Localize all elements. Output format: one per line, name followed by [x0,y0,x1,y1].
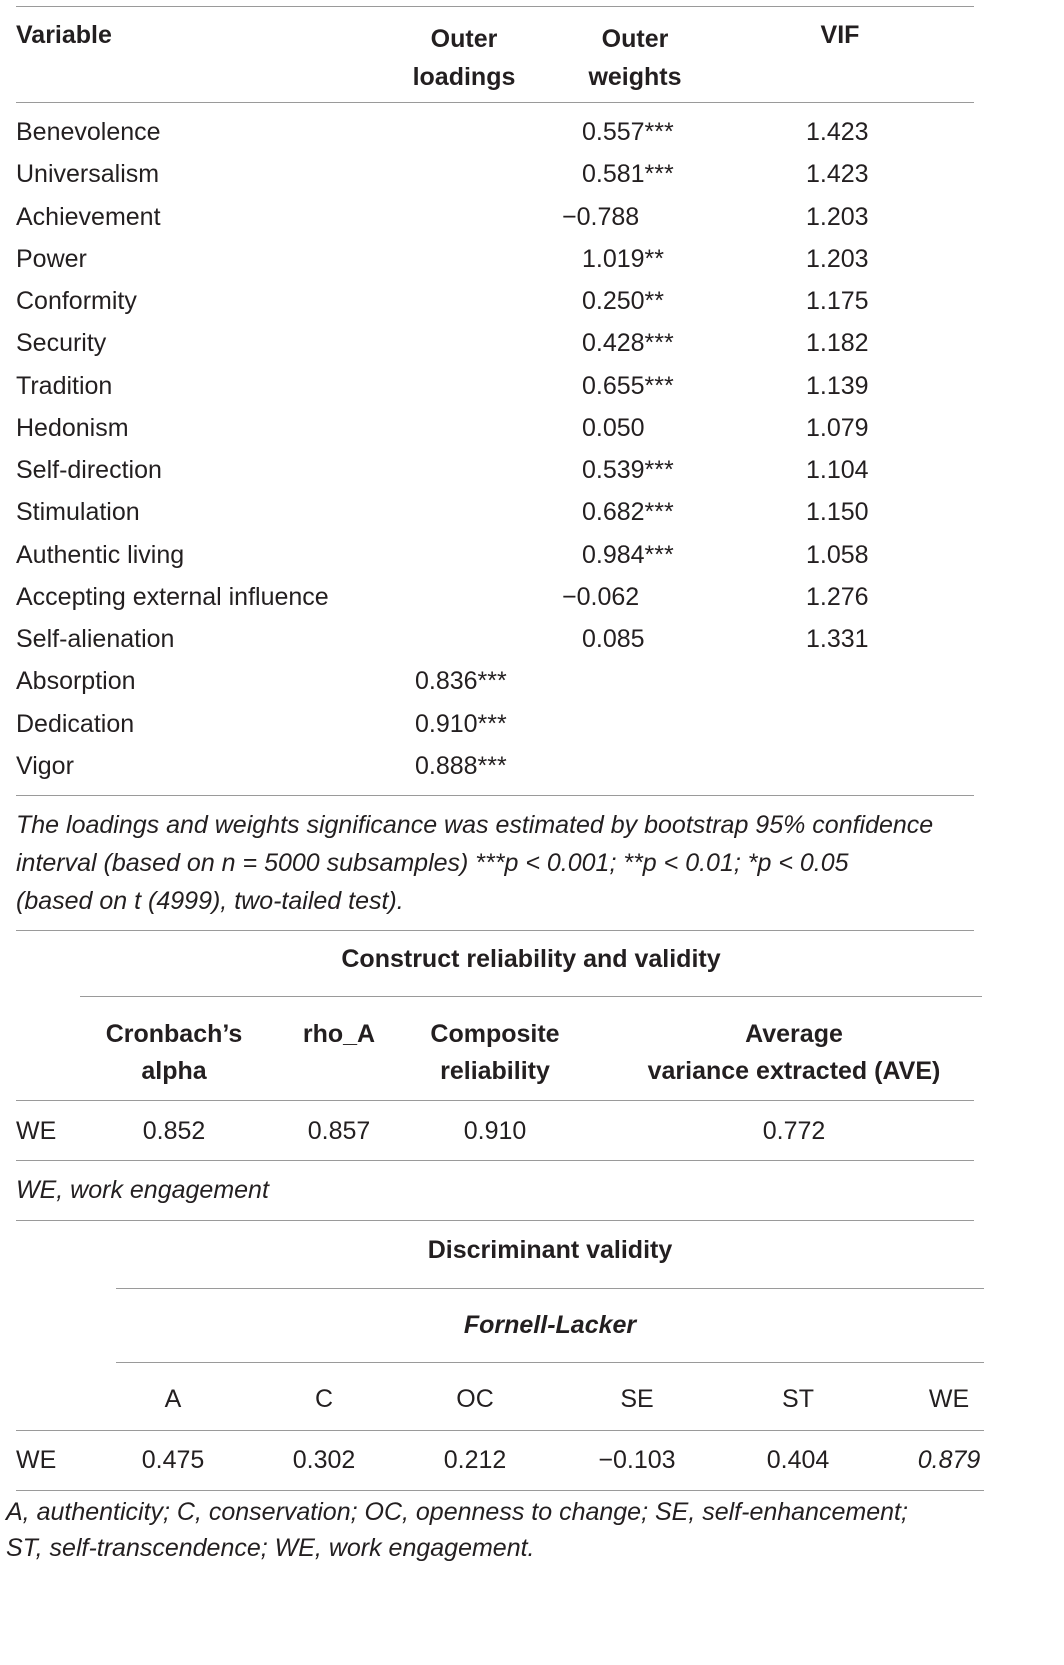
vif-cell: 1.203 [806,203,869,231]
table-row: Tradition [16,372,113,400]
outer-weight-cell: 0.581*** [582,160,674,188]
column-header: ST [782,1385,814,1413]
outer-weight-cell: 0.085 [582,625,645,653]
outer-loading-cell: 0.910*** [415,710,507,738]
table-row: Achievement [16,203,161,231]
table-row: Dedication [16,710,135,738]
table3-subtitle: Fornell-Lacker [463,1311,637,1339]
rho-a-cell: 0.857 [307,1117,371,1145]
header-composite: Composite reliability [430,1020,560,1085]
composite-cell: 0.910 [463,1117,527,1145]
outer-weight-cell: 0.539*** [582,456,674,484]
vif-cell: 1.139 [806,372,869,400]
outer-weight-cell: 0.557*** [582,118,674,146]
table3-row-label: WE [16,1446,57,1474]
table-row: Stimulation [16,498,140,526]
outer-weight-cell: 0.655*** [582,372,674,400]
column-header: WE [928,1385,970,1413]
table1-header-rule [16,102,974,103]
table2-row-label: WE [16,1117,57,1145]
table-row: Conformity [16,287,137,315]
cronbach-cell: 0.852 [142,1117,206,1145]
table2-top-rule [16,930,974,931]
table3-top-rule [16,1220,974,1221]
header-variable: Variable [16,21,112,49]
table-row: Self-alienation [16,625,175,653]
outer-weight-cell: 0.428*** [582,329,674,357]
column-header: SE [620,1385,654,1413]
table2-bottom-rule [16,1160,974,1161]
table-row: Hedonism [16,414,129,442]
table2-title: Construct reliability and validity [341,945,721,973]
column-header: C [314,1385,334,1413]
outer-weight-cell: 0.984*** [582,541,674,569]
table3-cell: 0.302 [292,1446,356,1474]
outer-weight-cell: 0.250** [582,287,665,315]
outer-weight-cell: −0.788 [562,203,640,231]
table1-top-rule [16,6,974,7]
outer-weight-cell: 1.019** [582,245,665,273]
vif-cell: 1.276 [806,583,869,611]
table1-footnote: The loadings and weights significance was estimated by bootstrap 95% confidence interval (based on n = 5000 subsamples) ***p < 0.001; **p < 0.01; *p < 0.05 (based on t (4999), two-tailed test). [16,811,934,915]
vif-cell: 1.423 [806,118,869,146]
table-row: Vigor [16,752,74,780]
header-cronbach: Cronbach’s alpha [105,1020,243,1085]
table-row: Accepting external influence [16,583,329,611]
table3-cell: 0.475 [141,1446,205,1474]
vif-cell: 1.203 [806,245,869,273]
table3-cell: 0.404 [766,1446,830,1474]
header-rho-a: rho_A [302,1020,376,1048]
table2-title-rule [80,996,982,997]
table3-subtitle-rule [116,1362,984,1363]
ave-cell: 0.772 [762,1117,826,1145]
vif-cell: 1.182 [806,329,869,357]
outer-weight-cell: 0.682*** [582,498,674,526]
vif-cell: 1.423 [806,160,869,188]
table-row: Security [16,329,107,357]
vif-cell: 1.104 [806,456,869,484]
table3-bottom-rule [16,1490,984,1491]
outer-loading-cell: 0.836*** [415,667,507,695]
header-outer-loadings: Outer loadings [412,25,516,91]
outer-weight-cell: 0.050 [582,414,645,442]
table3-title-rule [116,1288,984,1289]
vif-cell: 1.175 [806,287,869,315]
outer-loading-cell: 0.888*** [415,752,507,780]
table1-bottom-rule [16,795,974,796]
table2-footnote: WE, work engagement [16,1176,269,1204]
table-row: Self-direction [16,456,162,484]
table3-cell: −0.103 [598,1446,676,1474]
column-header: A [164,1385,182,1413]
table-row: Universalism [16,160,160,188]
table3-footnote: A, authenticity; C, conservation; OC, openness to change; SE, self-enhancement; ST, self-transcendence; WE, work engagement. [6,1498,908,1562]
vif-cell: 1.079 [806,414,869,442]
vif-cell: 1.058 [806,541,869,569]
table3-cell: 0.212 [443,1446,507,1474]
table-row: Power [16,245,87,273]
header-outer-weights: Outer weights [588,25,682,91]
table3-header-rule [16,1430,984,1431]
table3-cell-diagonal: 0.879 [917,1446,981,1474]
column-header: OC [456,1385,494,1413]
header-vif: VIF [820,21,860,49]
table-row: Absorption [16,667,136,695]
header-ave: Average variance extracted (AVE) [647,1020,941,1085]
outer-weight-cell: −0.062 [562,583,640,611]
vif-cell: 1.150 [806,498,869,526]
table3-title: Discriminant validity [427,1236,673,1264]
table-row: Authentic living [16,541,185,569]
table2-header-rule [16,1100,974,1101]
table-row: Benevolence [16,118,161,146]
vif-cell: 1.331 [806,625,869,653]
